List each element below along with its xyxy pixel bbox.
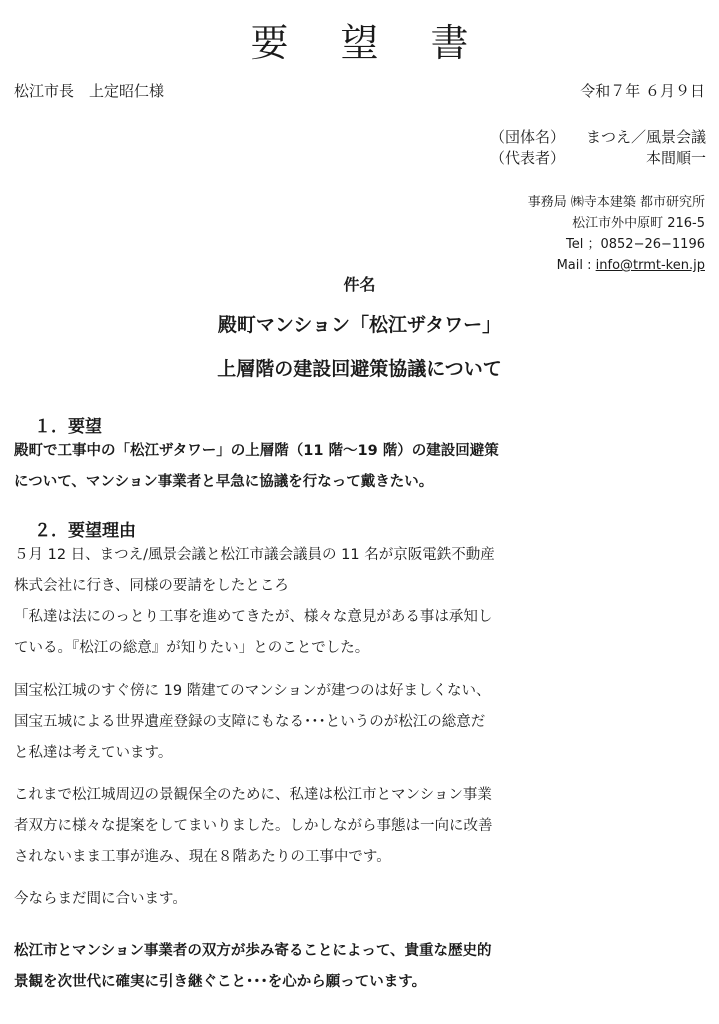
text-line: 今ならまだ間に合います。 xyxy=(14,891,187,907)
section2-heading: ２．要望理由 xyxy=(34,521,136,541)
document-title xyxy=(0,12,719,67)
text-line: 者双方に様々な提案をしてまいりました。しかしながら事態は一向に改善 xyxy=(14,818,493,834)
representative-label: （代表者） xyxy=(490,149,566,167)
addressee: 松江市長 上定昭仁様 xyxy=(14,82,165,100)
text-line: これまで松江城周辺の景観保全のために、私達は松江市とマンション事業 xyxy=(14,787,492,803)
group-row xyxy=(490,127,706,148)
office-contact xyxy=(528,192,705,276)
text-line: 「私達は法にのっとり工事を進めてきたが、様々な意見がある事は承知し xyxy=(14,609,493,625)
representative-row xyxy=(490,148,706,169)
text-line: 松江市とマンション事業者の双方が歩み寄ることによって、貴重な歴史的 xyxy=(14,943,492,959)
mail-label: Mail : xyxy=(556,258,596,273)
group-label: （団体名） xyxy=(490,128,566,146)
reason-paragraph-5 xyxy=(14,936,714,998)
text-line: ５月 12 日、まつえ/風景会議と松江市議会議員の 11 名が京阪電鉄不動産 xyxy=(14,547,495,563)
group-value: まつえ／風景会議 xyxy=(585,128,706,146)
title-char: 要 xyxy=(250,21,289,65)
section1-body xyxy=(14,436,714,498)
office-address: 松江市外中原町 216-5 xyxy=(572,216,705,231)
subject-line-1: 殿町マンション「松江ザタワー」 xyxy=(217,314,502,336)
reason-paragraph-4 xyxy=(14,884,714,915)
subject-label: 件名 xyxy=(343,275,376,294)
title-char: 望 xyxy=(340,21,379,65)
text-line: 国宝松江城のすぐ傍に 19 階建てのマンションが建つのは好ましくない、 xyxy=(14,683,491,699)
reason-paragraph-2 xyxy=(14,676,714,769)
text-line: について、マンション事業者と早急に協議を行なって戴きたい。 xyxy=(14,474,434,490)
text-line: 株式会社に行き、同様の要請をしたところ xyxy=(14,578,289,594)
office-name: 事務局 ㈱寺本建築 都市研究所 xyxy=(527,195,705,210)
text-line: 国宝五城による世界遺産登録の支障にもなる･･･というのが松江の総意だ xyxy=(14,714,486,730)
representative-value: 本間順一 xyxy=(645,149,706,167)
section1-heading: １．要望 xyxy=(34,417,102,437)
subject-line-2: 上層階の建設回避策協議について xyxy=(217,358,502,380)
document-date: 令和７年 ６月９日 xyxy=(580,82,705,100)
text-line: ている。『松江の総意』が知りたい」とのことでした。 xyxy=(14,640,370,656)
text-line: されないまま工事が進み、現在８階あたりの工事中です。 xyxy=(14,849,391,865)
office-tel: Tel ；0852−26−1196 xyxy=(566,237,705,252)
organization-block xyxy=(490,127,706,169)
reason-paragraph-3 xyxy=(14,780,714,873)
text-line: 景観を次世代に確実に引き継ぐこと･･･を心から願っています。 xyxy=(14,974,427,990)
text-line: 殿町で工事中の「松江ザタワー」の上層階（11 階〜19 階）の建設回避策 xyxy=(14,443,499,459)
mail-link[interactable]: info@trmt-ken.jp xyxy=(595,258,705,273)
text-line: と私達は考えています。 xyxy=(14,745,173,761)
title-char: 書 xyxy=(430,21,469,65)
reason-paragraph-1 xyxy=(14,540,714,664)
